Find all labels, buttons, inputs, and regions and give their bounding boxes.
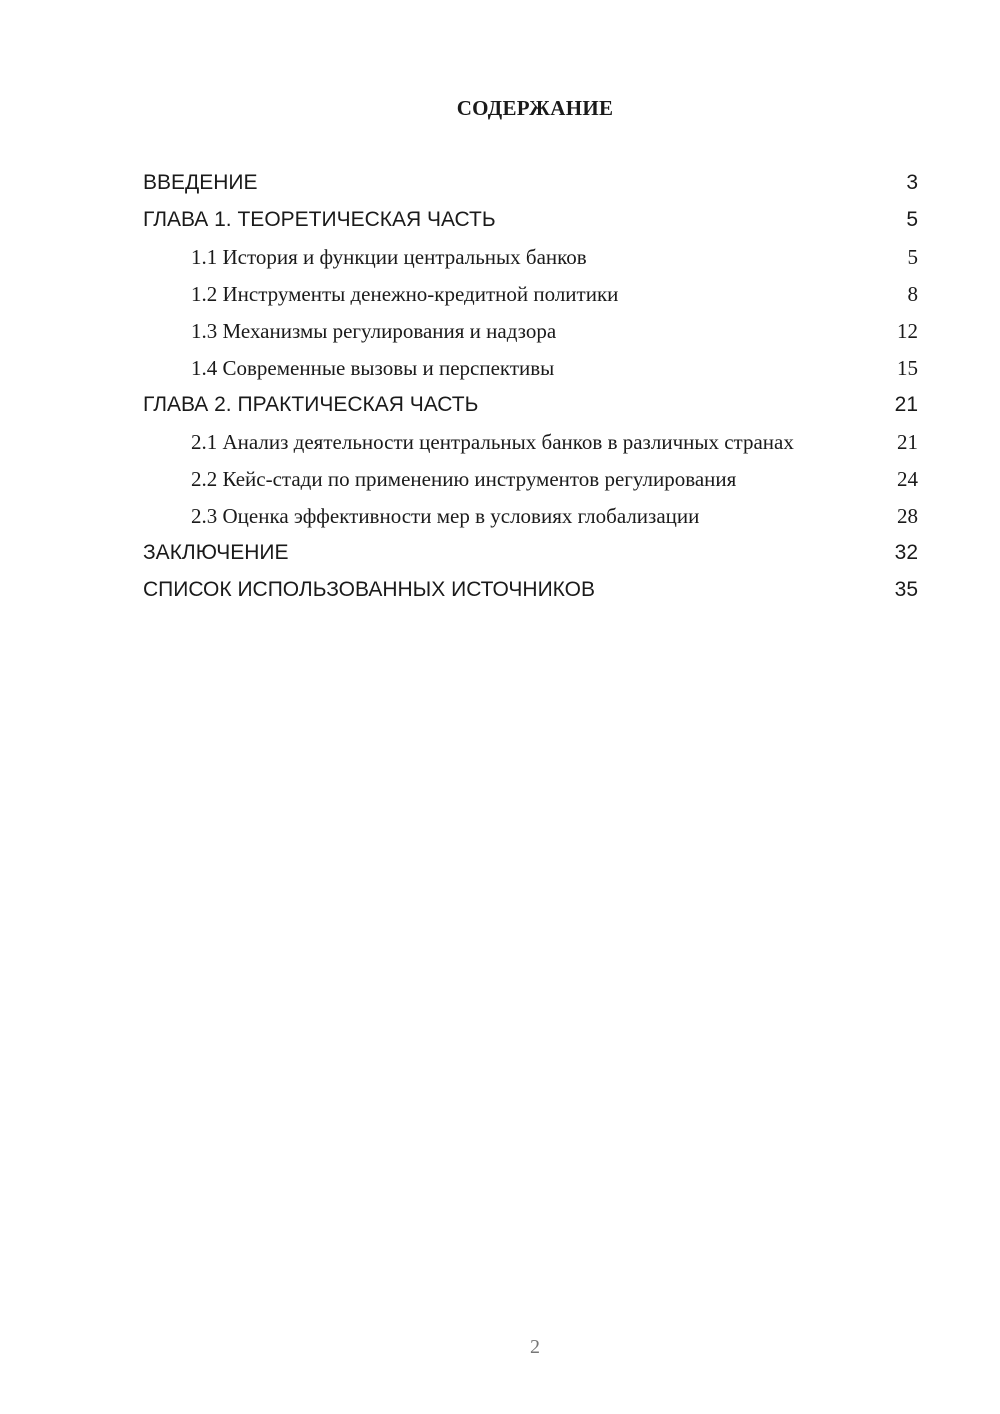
toc-entry-label: 2.2 Кейс-стади по применению инструментов регулирования bbox=[191, 467, 737, 491]
toc-entry-page: 32 bbox=[894, 541, 918, 564]
toc-entry-label: 2.1 Анализ деятельности центральных банков в различных странах bbox=[191, 430, 794, 454]
toc-entry-label: 1.4 Современные вызовы и перспективы bbox=[191, 356, 555, 380]
toc-entry bbox=[143, 540, 918, 566]
toc-entry-page: 5 bbox=[907, 245, 918, 269]
toc-entry-page: 28 bbox=[897, 504, 918, 528]
toc-entry bbox=[143, 577, 918, 603]
toc-entry-label: 2.3 Оценка эффективности мер в условиях глобализации bbox=[191, 504, 700, 528]
toc-entry bbox=[143, 244, 918, 270]
toc-entry bbox=[143, 281, 918, 307]
toc-entry-label: 1.2 Инструменты денежно-кредитной политики bbox=[191, 282, 619, 306]
toc-entry-label: СПИСОК ИСПОЛЬЗОВАННЫХ ИСТОЧНИКОВ bbox=[143, 578, 596, 601]
toc-entry-page: 8 bbox=[907, 282, 918, 306]
toc-entry-label: 1.1 История и функции центральных банков bbox=[191, 245, 587, 269]
toc-entry bbox=[143, 170, 918, 196]
toc-entry-page: 3 bbox=[906, 171, 918, 194]
toc-entry bbox=[143, 392, 918, 418]
table-of-contents bbox=[143, 170, 918, 614]
toc-entry bbox=[143, 503, 918, 529]
toc-entry-label: ГЛАВА 1. ТЕОРЕТИЧЕСКАЯ ЧАСТЬ bbox=[143, 208, 496, 231]
toc-entry-page: 35 bbox=[894, 578, 918, 601]
toc-entry-label: ВВЕДЕНИЕ bbox=[143, 171, 258, 194]
toc-entry-label: ЗАКЛЮЧЕНИЕ bbox=[143, 541, 289, 564]
toc-entry-page: 21 bbox=[894, 393, 918, 416]
toc-entry bbox=[143, 429, 918, 455]
toc-entry bbox=[143, 466, 918, 492]
toc-entry-page: 12 bbox=[897, 319, 918, 343]
toc-entry bbox=[143, 318, 918, 344]
toc-entry bbox=[143, 355, 918, 381]
toc-entry-page: 24 bbox=[897, 467, 918, 491]
toc-entry-page: 15 bbox=[897, 356, 918, 380]
page-number: 2 bbox=[530, 1336, 540, 1358]
toc-entry-label: 1.3 Механизмы регулирования и надзора bbox=[191, 319, 557, 343]
toc-entry-page: 21 bbox=[897, 430, 918, 454]
toc-entry-label: ГЛАВА 2. ПРАКТИЧЕСКАЯ ЧАСТЬ bbox=[143, 393, 479, 416]
toc-entry-page: 5 bbox=[906, 208, 918, 231]
page-title: СОДЕРЖАНИЕ bbox=[456, 96, 614, 120]
toc-entry bbox=[143, 207, 918, 233]
